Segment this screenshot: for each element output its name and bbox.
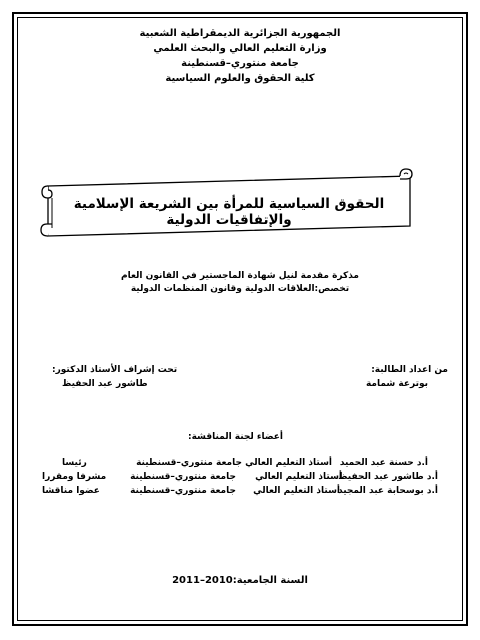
memo-description (0, 270, 480, 296)
member-role: رئيسا (62, 458, 87, 468)
institution-header (0, 26, 480, 86)
academic-year: السنة الجامعية:2010–2011 (172, 575, 308, 586)
memo-degree: مذكرة مقدمة لنيل شهادة الماجستير في القانون العام (120, 271, 359, 281)
member-role: مشرفا ومقررا (42, 472, 107, 482)
supervisor-label: تحت إشراف الأستاذ الدكتور: (52, 365, 178, 375)
member-university: جامعة منتوري–قسنطينة (136, 458, 242, 468)
supervisor-name: طاشور عبد الحفيظ (62, 379, 148, 389)
page-border-inner (17, 17, 463, 621)
member-rank: أستاذ التعليم العالي (245, 458, 332, 468)
header-faculty: كلية الحقوق والعلوم السياسية (165, 73, 315, 84)
member-name: أ.د بوسحابة عبد المجيد (338, 486, 438, 496)
member-role: عضوا مناقشا (42, 486, 100, 496)
member-rank: أستاذ التعليم العالي (255, 472, 342, 482)
header-republic: الجمهورية الجزائرية الديمقراطية الشعبية (139, 28, 341, 39)
memo-specialty: تخصص:العلاقات الدولية وقانون المنظمات الدولية (130, 284, 350, 294)
header-ministry: وزارة التعليم العالي والبحث العلمي (153, 43, 327, 54)
member-name: أ.د طاشور عبد الحفيظ (338, 472, 438, 482)
student-label: من اعداد الطالبة: (371, 365, 448, 375)
header-university: جامعة منتوري–قسنطينة (181, 58, 299, 69)
student-name: بوترعة شمامة (365, 379, 428, 389)
member-university: جامعة منتوري–قسنطينة (130, 486, 236, 496)
thesis-title: الحقوق السياسية للمرأة بين الشريعة الإسلامية والإتفاقيات الدولية (73, 196, 385, 228)
member-rank: أستاذ التعليم العالي (253, 486, 340, 496)
member-university: جامعة منتوري–قسنطينة (130, 472, 236, 482)
member-name: أ.د حسنة عبد الحميد (339, 458, 428, 468)
committee-label: أعضاء لجنة المناقشة: (188, 432, 284, 442)
